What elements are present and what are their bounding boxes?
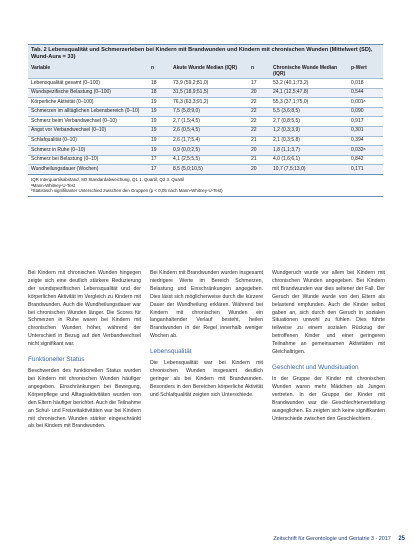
table-cell: 31,5 (18,9;51,5) <box>170 88 248 98</box>
table-cell: 10,7 (7,5;13,0) <box>270 165 348 174</box>
table-cell: 20 <box>248 146 270 156</box>
page-number: 25 <box>398 536 405 542</box>
table-cell: Angst vor Verbandwechsel (0–10) <box>28 126 148 136</box>
table-cell: Schmerz beim Verbandwechsel (0–10) <box>28 117 148 127</box>
paragraph: Wundgeruch wurde vor allem bei Kindern mit chronischen Wunden angegeben. Bei Kindern mit Brandwunden war dies seltener der Fall. Der Geruch der Wunde wurde von den Eltern als belastend empfunden. Auch die Kinder selbst gaben an, sich durch den Geruch in sozialen Situationen unwohl zu fühlen. Dies führte teilweise zu einem sozialen Rückzug der betroffenen Kinder und einer geringeren Teilnahme an gemeinsamen Aktivitäten mit Gleichaltrigen. <box>272 270 385 356</box>
section-heading: Funktioneller Status <box>28 356 85 364</box>
table-cell: 8,5 (5,0;10,5) <box>170 165 248 174</box>
text-column-1 <box>28 270 141 431</box>
table-cell: 21 <box>248 155 270 165</box>
table-cell: 22 <box>248 117 270 127</box>
table-cell: 53,2 (40,1;73,2) <box>270 79 348 89</box>
table-cell: 0,018 <box>348 79 383 89</box>
table-cell: Lebensqualität gesamt (0–100) <box>28 79 148 89</box>
table-cell: 17 <box>148 155 170 165</box>
page-footer <box>28 536 405 542</box>
table-cell: Schmerz in Ruhe (0–10) <box>28 146 148 156</box>
table-cell: 4,0 (1,6;6,1) <box>270 155 348 165</box>
table-cell: 21 <box>248 136 270 146</box>
header-variable: Variable <box>28 63 148 79</box>
table-cell: Schlafqualität (0–10) <box>28 136 148 146</box>
paragraph: Bei Kindern mit chronischen Wunden hingegen zeigte sich eine deutlich stärkere Reduzierung der wundspezifischen Lebensqualität und der körperlichen Aktivität im Vergleich zu Kindern mit Brandwunden. Auch die Wundheilungsdauer war bei chronischen Wunden länger. Die Scores für Schmerzen in Ruhe waren bei Kindern mit chronischen Wunden höher, während der Unterschied in Bezug auf den Verbandwechsel nicht signifikant war. <box>28 270 141 348</box>
paragraph: In der Gruppe der Kinder mit chronischen Wunden waren mehr Mädchen als Jungen vertreten. In der Gruppe der Kinder mit Brandwunden war die Geschlechterverteilung ausgeglichen. Es zeigten sich keine signifikanten Unterschiede zwischen den Geschlechtern. <box>272 375 385 422</box>
text-column-3 <box>272 270 385 431</box>
footnote: IQR Interquartilsabstand, SD Standardabweichung, Q1 1. Quartil, Q3 3. Quartil <box>31 176 185 182</box>
table-cell: 5,5 (3,6;8,5) <box>270 107 348 117</box>
table-cell: 0,001ᵃ <box>348 98 383 108</box>
table-cell: 18 <box>148 79 170 89</box>
table-cell: 20 <box>248 88 270 98</box>
table-cell: 20 <box>248 165 270 174</box>
table-cell: 17 <box>248 79 270 89</box>
table-cell: 19 <box>148 117 170 127</box>
table-cell: 2,7 (1,5;4,5) <box>170 117 248 127</box>
table-cell: 55,3 (37,1;75,0) <box>270 98 348 108</box>
table-cell: 0,032ᵃ <box>348 146 383 156</box>
header-p-value: p-Wert <box>348 63 383 79</box>
table-cell: Wundspezifische Belastung (0–100) <box>28 88 148 98</box>
table-cell: Schmerzen im alltäglichen Lebensbereich (0–10) <box>28 107 148 117</box>
table-cell: 0,842 <box>348 155 383 165</box>
table-cell: 1,2 (0,3;3,9) <box>270 126 348 136</box>
header-acute: Akute Wunde Median (IQR) <box>170 63 248 79</box>
footnote: ᵇStatistisch signifikanter Unterschied zwischen den Gruppen (p < 0,05 nach Mann-Whitney-U-Test) <box>31 188 223 194</box>
table-cell: 19 <box>148 98 170 108</box>
table-cell: 1,8 (1,1;3,7) <box>270 146 348 156</box>
table-row <box>28 88 383 98</box>
body-text <box>28 270 385 431</box>
table-cell: 73,9 (59,2;81,0) <box>170 79 248 89</box>
table-cell: Körperliche Aktivität (0–100) <box>28 98 148 108</box>
table-row <box>28 146 383 156</box>
header-n-chronic: n <box>248 63 270 79</box>
table-cell: 2,6 (0,5;4,5) <box>170 126 248 136</box>
header-chronic: Chronische Wunde Median (IQR) <box>270 63 348 79</box>
text-column-2 <box>150 270 263 431</box>
table-header-row <box>28 63 383 79</box>
table-row <box>28 107 383 117</box>
table-row <box>28 117 383 127</box>
table-body <box>28 79 383 174</box>
table-cell: 18 <box>148 88 170 98</box>
table-cell: 0,301 <box>348 126 383 136</box>
table-row <box>28 136 383 146</box>
table-cell: 0,9 (0,0;2,5) <box>170 146 248 156</box>
section-heading: Geschlecht und Wundsituation <box>272 363 359 371</box>
table-cell: 2,6 (1,7;5,4) <box>170 136 248 146</box>
table-cell: 0,917 <box>348 117 383 127</box>
table-cell: 22 <box>248 98 270 108</box>
table-cell: Wundheilungsdauer (Wochen) <box>28 165 148 174</box>
table-cell: 17 <box>148 165 170 174</box>
table-cell: 0,090 <box>348 107 383 117</box>
table-cell: 4,1 (2,5;5,5) <box>170 155 248 165</box>
table-row <box>28 98 383 108</box>
table-title: Tab. 2 Lebensqualität und Schmerzerleben bei Kindern mit Brandwunden und Kindern mit chronischen Wunden (Mittelwert (SD), Wund-Aura = 33) <box>28 44 383 63</box>
table-cell: 19 <box>148 136 170 146</box>
table-cell: 24,1 (12,5;47,8) <box>270 88 348 98</box>
header-n-acute: n <box>148 63 170 79</box>
table-cell: 22 <box>248 126 270 136</box>
table-cell: 7,5 (5,8;9,0) <box>170 107 248 117</box>
table-cell: 2,7 (0,8;5,5) <box>270 117 348 127</box>
table-cell: 0,544 <box>348 88 383 98</box>
table-row <box>28 165 383 174</box>
table-cell: 2,1 (0,3;5,8) <box>270 136 348 146</box>
footnote: ᵃMann-Whitney-U-Test <box>31 182 76 188</box>
table-row <box>28 79 383 89</box>
table-footnotes <box>28 174 383 197</box>
results-table <box>28 44 383 197</box>
table-cell: 22 <box>248 107 270 117</box>
paragraph: Bei Kindern mit Brandwunden wurden insgesamt niedrigere Werte im Bereich Schmerzen, Belastung und Einschränkungen angegeben. Dies lässt sich möglicherweise durch die kürzere Dauer der Wundheilung erklären. Während bei Kindern mit chronischen Wunden ein langanhaltender Verlauf besteht, heilen Brandwunden in der Regel innerhalb weniger Wochen ab. <box>150 270 263 340</box>
table-cell: 0,171 <box>348 165 383 174</box>
page-margin <box>0 0 22 550</box>
paragraph: Die Lebensqualität war bei Kindern mit chronischen Wunden insgesamt deutlich geringer als bei Kindern mit Brandwunden. Besonders in den Bereichen körperliche Aktivität und Schlafqualität zeigten sich Unterschiede. <box>150 360 263 398</box>
table-row <box>28 155 383 165</box>
table-cell: 0,394 <box>348 136 383 146</box>
table-row <box>28 126 383 136</box>
table-cell: 19 <box>148 107 170 117</box>
table-cell: 19 <box>148 126 170 136</box>
journal-name: Zeitschrift für Gerontologie und Geriatrie 3 · 2017 <box>273 536 391 542</box>
table-cell: 19 <box>148 146 170 156</box>
data-table <box>28 63 383 174</box>
table-cell: 76,3 (63,3;91,2) <box>170 98 248 108</box>
paragraph: Beschwerden des funktionellen Status wurden bei Kindern mit chronischen Wunden häufiger angegeben. Einschränkungen bei Bewegung, Körperpflege und Alltagsaktivitäten wurden von den Eltern häufiger berichtet. Auch die Teilnahme an Schul- und Freizeitaktivitäten war bei Kindern mit chronischen Wunden stärker eingeschränkt als bei Kindern mit Brandwunden. <box>28 368 141 430</box>
table-cell: Schmerz bei Belastung (0–10) <box>28 155 148 165</box>
section-heading: Lebensqualität <box>150 348 192 356</box>
